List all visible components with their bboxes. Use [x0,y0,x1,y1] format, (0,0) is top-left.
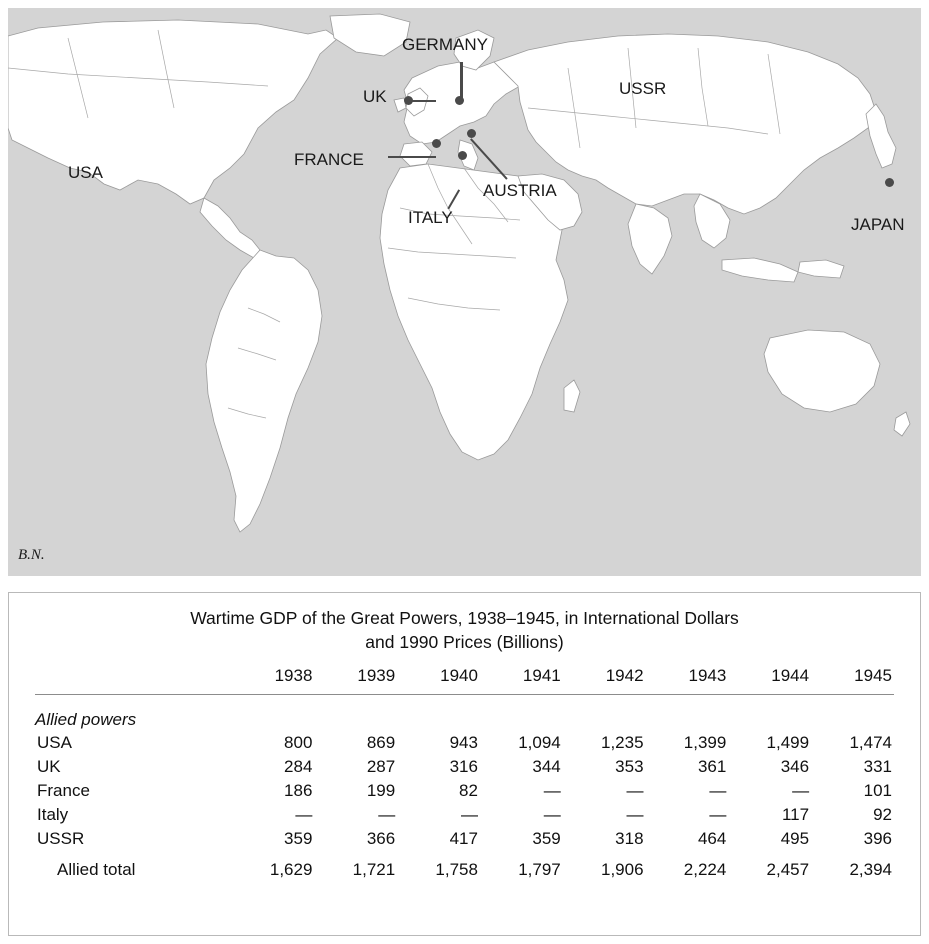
table-header-year-1939: 1939 [357,666,396,686]
table-row [35,755,894,779]
table-header-rule [35,695,894,704]
row-label-france: France [37,781,90,801]
cell-uk-1943: 361 [697,757,727,777]
cell-ussr-1943: 464 [697,829,727,849]
row-label-uk: UK [37,757,61,777]
table-row [35,827,894,851]
cell-italy-1941: — [543,805,561,825]
cell-france-1941: — [543,781,561,801]
map-dot-uk [404,96,413,105]
cell-usa-1942: 1,235 [600,733,644,753]
table-title-line2: and 1990 Prices (Billions) [365,631,564,652]
cell-italy-1943: — [709,805,727,825]
cell-usa-1941: 1,094 [518,733,561,753]
cell-uk-1942: 353 [615,757,644,777]
table-header-blank [35,664,232,695]
row-label-ussr: USSR [37,829,85,849]
map-dot-japan [885,178,894,187]
cell-italy-1940: — [460,805,478,825]
table-header-year-1938: 1938 [274,666,313,686]
table-row [35,803,894,827]
cell-france-1938: 186 [284,781,313,801]
table-header-year-1942: 1942 [605,666,644,686]
cell-usa-1939: 869 [366,733,396,753]
cell-ussr-1941: 359 [532,829,561,849]
cell-france-1944: — [792,781,810,801]
world-map-graphic [8,8,921,576]
cell-ussr-1940: 417 [449,829,478,849]
cell-france-1940: 82 [459,781,478,801]
leader-line-germany [460,62,463,100]
cell-usa-1943: 1,399 [683,733,727,753]
cell-total-1938: 1,629 [269,860,313,880]
cell-ussr-1942: 318 [615,829,644,849]
table-title [35,607,894,654]
cell-ussr-1944: 495 [780,829,810,849]
row-label-italy: Italy [37,805,69,825]
cell-total-1945: 2,394 [849,860,892,880]
cell-italy-1938: — [295,805,313,825]
cell-italy-1945: 92 [873,805,892,825]
map-dot-france [432,139,441,148]
map-dot-austria [467,129,476,138]
cell-ussr-1939: 366 [366,829,396,849]
map-label-austria: AUSTRIA [483,181,557,200]
map-label-italy: ITALY [408,208,453,227]
cell-uk-1944: 346 [780,757,810,777]
cell-france-1939: 199 [366,781,396,801]
table-group-label: Allied powers [35,710,137,730]
table-title-line1: Wartime GDP of the Great Powers, 1938–1945, in International Dollars [190,608,739,628]
cell-usa-1940: 943 [449,733,478,753]
cell-ussr-1945: 396 [863,829,892,849]
cell-total-1942: 1,906 [600,860,644,880]
map-dot-germany [455,96,464,105]
table-row [35,731,894,755]
table-header-year-1945: 1945 [854,666,892,686]
cell-total-1940: 1,758 [435,860,478,880]
row-label-allied-total: Allied total [57,860,136,880]
cell-uk-1941: 344 [532,757,561,777]
cell-total-1939: 1,721 [352,860,396,880]
map-label-france: FRANCE [294,150,364,169]
world-map-figure [8,8,921,576]
cell-uk-1939: 287 [366,757,396,777]
table-total-row [35,851,894,882]
cell-total-1943: 2,224 [683,860,727,880]
table-row [35,779,894,803]
cell-france-1942: — [626,781,644,801]
cell-total-1941: 1,797 [518,860,561,880]
table-header-year-1944: 1944 [771,666,810,686]
row-label-usa: USA [37,733,72,753]
cell-uk-1940: 316 [449,757,478,777]
table-group-row [35,703,894,731]
map-label-japan: JAPAN [851,215,905,234]
table-header-year-1943: 1943 [688,666,727,686]
cell-italy-1942: — [626,805,644,825]
leader-line-france [388,156,436,158]
cell-france-1945: 101 [863,781,892,801]
cell-france-1943: — [709,781,727,801]
gdp-table-panel [8,592,921,936]
table-header-row [35,664,894,695]
map-credit: B.N. [18,547,45,563]
cell-uk-1938: 284 [284,757,313,777]
map-label-germany: GERMANY [402,35,488,54]
map-label-usa: USA [68,163,103,182]
map-dot-italy [458,151,467,160]
map-label-uk: UK [363,87,387,106]
cell-ussr-1938: 359 [284,829,313,849]
cell-uk-1945: 331 [863,757,892,777]
cell-italy-1939: — [378,805,396,825]
table-header-year-1940: 1940 [440,666,478,686]
cell-usa-1938: 800 [284,733,313,753]
cell-usa-1944: 1,499 [766,733,810,753]
cell-usa-1945: 1,474 [849,733,892,753]
cell-total-1944: 2,457 [766,860,810,880]
map-label-ussr: USSR [619,79,667,98]
gdp-table [35,664,894,882]
cell-italy-1944: 117 [781,805,810,825]
table-header-year-1941: 1941 [522,666,561,686]
